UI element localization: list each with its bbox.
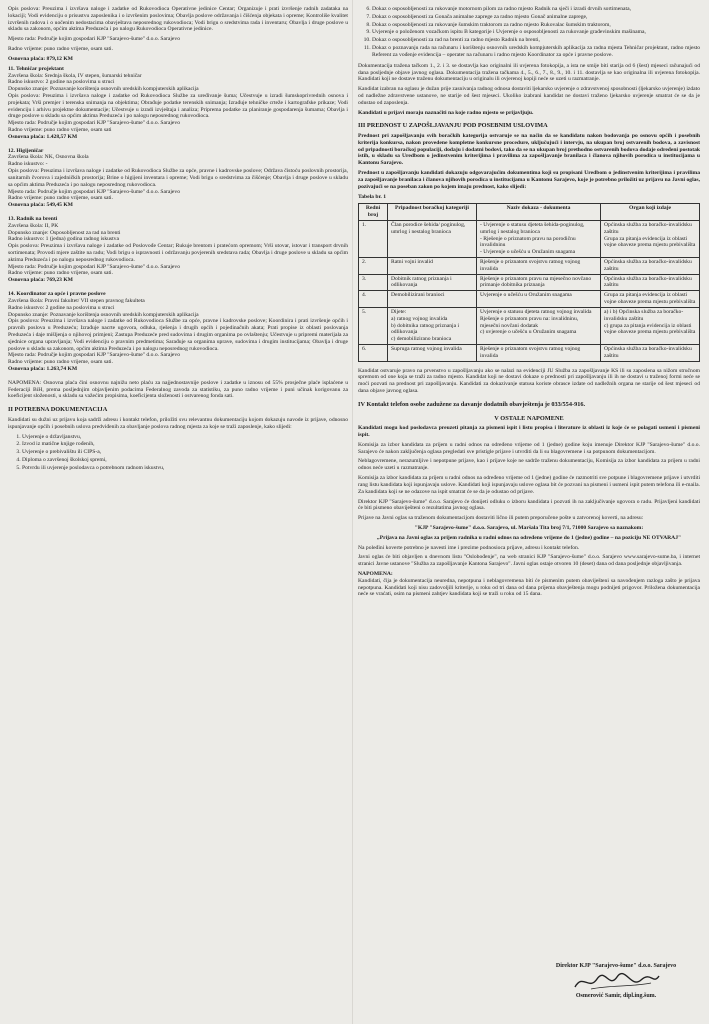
list-item: 11. Dokaz o poznavanju rada na računaru i korištenju osnovnih uredskih kompjuterskih aplikacija za radna mjesta Tehničar projektant, radno mjesto Referent za vođenje evidencija – operater na računaru i radno mjesto Koordinator za opće i pravne poslove. [372,45,700,59]
table-cell-doc: Rješenje o priznatom svojstvu ratnog vojnog invalida [477,344,601,361]
job-description: Opis poslova: Preuzima i izvršava naloge i zadatke od Rukovodioca Službe za uređivanje šuma; Učestvuje u izradi šumskoprivrednih osnova i projekata; Vrši premjer i terenska snimanja na objektima; Obrađuje podatke terenskih snimanja; Izrađuje tehničke crteže i kartografske prikaze; Vodi evidenciju i arhivu projektne dokumentacije; Učestvuje u izradi izvještaja i analiza; Priprema podatke za planiranje gospodarenja šumama; Obavlja i druge poslove u skladu sa općim aktima Preduzeća i po nalogu neposrednog rukovodioca. [8,92,348,120]
table-header-row [359,204,700,221]
section-4-title: IV Kontakt telefon osobe zadužene za davanje dodatnih obavještenja je 033/554-916. [358,400,586,408]
list-item: 1. Uvjerenje o državljanstvu, [22,434,348,441]
table-cell-org: Općinska služba za boračko-invalidsku zaštitu Grupa za pitanja evidencija iz oblasti vojne obaveze prema mjestu prebivališta [601,220,700,257]
job-experience: Radno iskustvo: - [8,161,48,168]
column-header: Naziv dokaza - dokumenta [477,204,601,221]
job-experience: Radno iskustvo: 2 godine na poslovima u struci [8,79,115,86]
napomena-title: NAPOMENA: [358,571,393,578]
table-row [359,307,700,344]
intro-salary: Osnovna plaća: 879,12 KM [8,55,73,62]
list-item: 6. Dokaz o osposobljenosti za rukovanje motornom pilom za radno mjesto Radnik na sječi i izradi drvnih sortimenata, [372,6,700,13]
list-item: 5. Potvrdu ili uvjerenje poslodavca o potrebnom radnom iskustvu, [22,465,348,472]
job-salary: Osnovna plaća: 549,45 KM [8,202,73,209]
job-school: Završena škola: NK, Osnovna škola [8,154,89,161]
list-item: 10. Dokaz o osposobljenosti za rad na brenti za radno mjesto Radnik na brenti, [372,37,700,44]
job-hours: Radno vrijeme: puno radno vrijeme, osam sati. [8,195,114,202]
table-cell-n: 5. [359,307,388,344]
left-column [8,6,348,1014]
job-description: Opis poslova: Preuzima i izvršava naloge i zadatke od Poslovođe Centar; Rukuje brentom i pratećom opremom; Vrši utovar, istovar i transport drvnih sortimenata; Provodi mjere zaštite na radu; Vodi brigu o ispravnosti i održavanju povjerenih sredstava rada; Obavlja i druge poslove u skladu sa općim aktima Preduzeća i po nalogu neposrednog rukovodioca. [8,243,348,263]
table-cell-cat: Ratni vojni invalid [388,258,477,275]
section-5-paragraph: Direktor KJP "Sarajevo-šume" d.o.o. Sarajevo će donijeti odluku o izboru kandidata i pozvati ih na zaključivanje ugovora o radu. Prijavljeni kandidati će biti pismeno obaviješteni o rezultatima javnog oglasa. [358,498,700,512]
column-divider [352,0,353,1024]
table-cell-cat: Demobilizirani branioci [388,291,477,308]
column-header: Redni broj [359,204,388,221]
job-item-12 [8,148,348,209]
job-item-11 [8,66,348,141]
table-caption: Tabela br. 1 [358,193,387,200]
section-5-paragraph: Komisija za izbor kandidata za prijem u radni odnos na određeno vrijeme od 1 (jedne) godine će razmotriti sve potpune i blagovremene prijave i utvrditi rang listu kandidata koji ispunjavaju uslove. Kandidati koji ispunjavaju uslove oglasa bit će pozvani na pismeni i usmeni ispit putem telefona ili e-maila. Za kandidata koji se ne odazove na ispit smatrat će se da je odustao od prijave. [358,475,700,495]
job-title: 13. Radnik na brenti [8,215,58,222]
table-cell-org: Općinska služba za boračko-invalidsku zaštitu [601,274,700,291]
table-row [359,274,700,291]
table-cell-doc: Uvjerenje o statusu djeteta ratnog vojnog invalida Rješenje o priznatom pravu na: invalidninu, mjesečni novčani dodatak c) uvjerenje o učešću u Oružanim snagama [477,307,601,344]
list-item: 9. Uvjerenje o položenom vozačkom ispitu B kategorije i Uvjerenje o osposobljenosti za rukovanje građevinskim mašinama, [372,29,700,36]
job-item-13 [8,216,348,284]
table-cell-org: Općinska služba za boračko-invalidsku zaštitu [601,258,700,275]
section-5-paragraph: Javni oglas će biti objavljen u dnevnom listu "Oslobođenje", na web stranici KJP "Sarajevo-šume" d.o.o. Sarajevo www.sarajevo-sume.ba, i internet stranici Javne ustanove "Služba za zapošljavanje Kantona Sarajevo". Javni oglas ostaje otvoren 10 (deset) dana od dana posljednje objavljivanja. [358,554,700,568]
table-cell-cat: Dijete: a) ratnog vojnog invalida b) dobitnika ratnog priznanja i odlikovanja c) demobilizirano branioca [388,307,477,344]
table-cell-org: Općinska služba za boračko-invalidsku zaštitu [601,344,700,361]
table-cell-org: Grupa za pitanja evidencija iz oblasti vojne obaveze prema mjestu prebivališta [601,291,700,308]
documents-note-2: Kandidat izabran na oglasu je dužan prije zasnivanja radnog odnosa dostaviti ljekarsko uvjerenje o zdravstvenoj sposobnosti (ljekarsko uvjerenje) izdato od nadležne zdravstvene ustanove, ne starije od šest mjeseci. Ukoliko izabrani kandidat ne dostavi traženo ljekarsko uvjerenje smatrat će se da je odustao od zaposlenja. [358,86,700,106]
job-place: Mjesto rada: Područje kojim gospodari KJP "Sarajevo-šume" d.o.o. Sarajevo [8,188,180,195]
job-school: Završena škola: Srednja škola, IV stepen, šumarski tehničar [8,72,142,79]
signature-name: Osmerović Samir, dipl.ing.šum. [575,992,657,999]
section-3-after: Kandidat ostvaruje pravo na prvenstvo u zapošljavanju ako se nalazi na evidenciji JU Služba za zapošljavanje KS ili su zaposlena sa nižom stručnom spremom od one koja se traži za radno mjesto. Kandidat koji ne dostavi dokaze o prednosti pri zapošljavanju ili ih ne dostavi u traženoj formi neće se moći pozvati na prednost pri zapošljavanju. Kandidati za dokazivanje statusa koriste obrasce izdate od nadležnih organa ne starije od šest mjeseci od dana objave javnog oglasa. [358,367,700,395]
section-5-title: V OSTALE NAPOMENE [494,414,564,422]
job-title: 14. Koordinator za opće i pravne poslove [8,291,106,298]
section-5-paragraph: Na poleđini koverte potrebno je navesti ime i prezime podnosioca prijave, adresu i kontakt telefon. [358,544,580,551]
job-school: Završena škola: Pravni fakultet/ VII stepen pravnog fakulteta [8,297,145,304]
job-hours: Radno vrijeme: puno radno vrijeme, osam sati. [8,359,114,366]
section-2-intro: Kandidati su dužni uz prijavu koja sadrži adresu i kontakt telefon, priložiti svu relevantnu dokumentaciju kojom dokazuju navode iz prijave, odnosno ispunjavanje općih i posebnih uslova predviđenih za obavljanje poslova radnog mjesta za koje se traži zaposlenje, kako slijedi: [8,416,348,430]
intro-description: Opis poslova: Preuzima i izvršava naloge i zadatke od Rukovodioca Operativne jedinice Centar; Organizuje i prati izvršenje radnih zadataka na lokaciji; Vodi evidenciju o prisustvu zaposlenika i o izvršenim poslovima; Obavlja poslove održavanja i čišćenja objekata i opreme; Kontroliše kvalitet izvršenih radova i o uočenim nedostacima obavještava neposrednog rukovodioca; Vodi brigu o sredstvima rada i inventaru; Obavlja i druge poslove u skladu sa zakonom, općim aktima Preduzeća i po nalogu Rukovodioca Operativne jedinice. [8,6,348,33]
list-item: 3. Uvjerenje o prebivalištu ili CIPS-a, [22,449,348,456]
table-cell-n: 2. [359,258,388,275]
signature-title: Direktor KJP "Sarajevo-šume" d.o.o. Sarajevo [555,963,677,970]
right-column [358,6,700,1014]
required-documents-list [8,434,348,472]
table-body [359,220,700,361]
required-documents-list-continued [358,6,700,59]
list-item: 7. Dokaz o osposobljenosti za Gonača animalne zaprege za radno mjesto Gonač animalne zaprege, [372,14,700,21]
table-cell-doc: - Uvjerenje o statusu djeteta šehida-poginulog, umrlog i nestalog branioca - Rješenje o priznatom pravu na porodičnu invalidninu - Uvjerenje o učešću u Oružanim snagama [477,220,601,257]
table-row [359,291,700,308]
job-place: Mjesto rada: Područje kojim gospodari KJP "Sarajevo-šume" d.o.o. Sarajevo [8,352,180,359]
list-item: 2. Izvod iz matične knjige rođenih, [22,441,348,448]
list-item: 4. Diploma o završenoj školskoj spremi, [22,457,348,464]
section-3-paragraph-1: Prednost pri zapošljavanju svih boračkih kategorija ostvaruje se na način da se kandidatu nakon bodovanja po osnovu općih i posebnih kriterija konkursa, nakon provedene kompletne konkursne procedure, uključujući i intervju, na ukupan broj ostvarenih bodova, a zavisnost od pripadnosti boračkoj populaciji, dodaju i dodatni bodovi, tako da se na ukupan broj prethodno ostvarenih bodova dodaje određeni postotak istih, u skladu sa Uredbom o jedinstvenim kriterijima i pravilima za zapošljavanje branilaca i članova njihovih porodica u institucijama u Kantonu Sarajevo. [358,133,700,167]
veterans-documents-table [358,203,700,361]
table-row [359,258,700,275]
table-cell-cat: Supruga ratnog vojnog invalida [388,344,477,361]
column-header: Pripadnost boračkoj kategoriji [388,204,477,221]
intro-place: Mjesto rada: Područje kojim gospodari KJP "Sarajevo-šume" d.o.o. Sarajevo [8,36,180,43]
table-row [359,344,700,361]
section-3-paragraph-2: Prednost u zapošljavanju kandidati dokazuju odgovarajućim dokumentima koji su propisani Uredbom o jedinstvenim kriterijima i pravilima za zapošljavanje branilaca i članova njihovih porodica u institucijama u Kantonu Sarajevo, koje je potrebno priložiti uz prijavu na Javni oglas, pozivajući se na poseban zakon po kojem imaju prednost, kako slijedi: [358,170,700,190]
job-salary: Osnovna plaća: 769,23 KM [8,277,73,284]
section-5-bold: Kandidati mogu kod poslodavca preuzeti pitanja za pismeni ispit i listu propisa i literature iz oblasti iz koje će se polagati usmeni i pismeni ispit. [358,425,700,439]
address-line-1: "KJP "Sarajevo-šume" d.o.o. Sarajevo, ul. Maršala Tita broj 7/1, 71000 Sarajevo sa naznakom: [414,524,644,531]
job-additional: Dopunsko znanje: Poznavanje korištenja osnovnih uredskih kompjuterskih aplikacija [8,311,199,318]
section-3-title: III PREDNOST U ZAPOŠLJAVANJU POD POSEBNIM USLOVIMA [358,122,548,130]
job-salary: Osnovna plaća: 1.428,57 KM [8,133,78,140]
address-line-2: „Prijava na Javni oglas za prijem radnika u radni odnos na određeno vrijeme do 1 (jedne) godine – na poziciju NE OTVARAJ" [376,534,682,541]
table-cell-n: 1. [359,220,388,257]
job-hours: Radno vrijeme: puno radno vrijeme, osam sati. [8,270,114,277]
job-hours: Radno vrijeme: puno radno vrijeme, osam sati [8,127,112,133]
table-row [359,220,700,257]
job-additional: Radno iskustvo: 1 (jedna) godina radnog iskustva [8,236,119,243]
job-title: 11. Tehničar projektant [8,65,64,72]
job-experience: Dopunsko znanje: Osposobljenost za rad na brenti [8,229,121,236]
job-description: Opis poslova: Preuzima i izvršava naloge i zadatke od Rukovodioca Službe za opće, pravne i kadrovske poslove; Održava čistoću poslovnih prostorija, sanitarnih čvorova i zajedničkih prostorija; Brine o higijeni inventara i opreme; Vodi brigu o sredstvima za čišćenje; Obavlja i druge poslove u skladu sa općim aktima Preduzeća i po nalogu neposrednog rukovodioca. [8,168,348,188]
table-cell-n: 6. [359,344,388,361]
salary-note: NAPOMENA: Osnovna plaća čini osnovnu najnižu neto plaću za najjednostavnije poslove i zadatke u iznosu od 55% prosječne plaće isplaćene u Federaciji BiH, prema posljednjim objavljenim podacima Federalnog zavoda za statistiku, za puno radno vrijeme i puni učinak korigovanu za koeficijent složenosti, u skladu sa važećim propisima, koeficijenta složenosti i ostvarenog fonda sati. [8,379,348,400]
job-description: Opis poslova: Preuzima i izvršava naloge i zadatke od Rukovodioca Službe za opće, pravne i kadrovske poslove; Koordinira i prati izvršenje općih i pravnih poslova u Preduzeću; Izrađuje nacrte ugovora, odluka, rješenja i drugih općih i pojedinačnih akata; Prati propise iz oblasti poslovanja Preduzeća i daje mišljenja o njihovoj primjeni; Zastupa Preduzeće pred sudovima i drugim organima po ovlaštenju; Učestvuje u pripremi materijala za sjednice organa upravljanja; Vodi evidenciju o pravnim predmetima; Sarađuje sa organima uprave, sudovima i drugim institucijama; Obavlja i druge poslove u skladu sa zakonom, općim aktima Preduzeća i po nalogu neposrednog rukovodioca. [8,318,348,352]
table-cell-doc: Uvjerenje o učešću u Oružanim snagama [477,291,601,308]
table-cell-org: a) i b) Općinska služba za boračko-invalidsku zaštitu c) grupa za pitanja evidencija iz oblasti vojne obaveze prema mjestu prebivališta [601,307,700,344]
table-cell-doc: Rješenje o priznatom pravu na mjesečno novčano primanje dobitnika priznanja [477,274,601,291]
job-salary: Osnovna plaća: 1.263,74 KM [8,366,78,372]
job-experience: Radno iskustvo: 2 godine na poslovima u struci [8,304,115,311]
list-item: 8. Dokaz o osposobljenosti za rukovanje šumskim traktorom za radno mjesto Rukovalac šumskim traktorom, [372,22,700,29]
signature-block [551,963,681,1000]
table-cell-cat: Dobitnik ratnog priznanja i odlikovanja [388,274,477,291]
job-item-14 [8,291,348,373]
job-place: Mjesto rada: Područje kojim gospodari KJP "Sarajevo-šume" d.o.o. Sarajevo [8,120,180,127]
table-cell-n: 3. [359,274,388,291]
column-header: Organ koji izdaje [601,204,700,221]
napomena-text: Kandidati, čija je dokumentacija neuredna, nepotpuna i neblagovremena biti će pismenim putem obaviješteni sa navođenjem razloga zašto je prijava nepotpuna. Kandidati koji nisu zadovoljili kriterije, u roku od tri dana od dana prijema obavještenja mogu podnijeti prigovor. Priložena dokumentacija neće se vraćati, osim na pismeni zahtjev kandidata koji se traži u roku od 15 dana. [358,577,700,598]
job-additional: Dopunsko znanje: Poznavanje korištenja osnovnih uredskih kompjuterskih aplikacija [8,86,199,93]
section-5-paragraph: Komisija za izbor kandidata za prijem u radni odnos na određeno vrijeme od 1 (jedne) godine koju imenuje Direktor KJP "Sarajevo-šume" d.o.o. Sarajevo će nakon zaključenja oglasa pregledati sve pristigle prijave i utvrditi da li su blagovremene i sa potpunom dokumentacijom. [358,441,700,455]
table-cell-cat: Član porodice šehida/ poginulog, umrlog i nestalog branioca [388,220,477,257]
section-5-paragraph: Prijave na Javni oglas sa traženom dokumentacijom dostaviti lično ili putem preporučene pošte u zatvorenoj koverti, na adresu: [358,515,644,522]
job-title: 12. Higijeničar [8,147,44,154]
table-cell-doc: Rješenje o priznatom svojstvu ratnog vojnog invalida [477,258,601,275]
documents-bold-note: Kandidati u prijavi moraju naznačiti na koje radno mjesto se prijavljuju. [358,109,534,116]
job-school: Završena škola: II, PK [8,222,59,229]
section-2-title: II POTREBNA DOKUMENTACIJA [8,406,108,414]
documents-note: Dokumentacija tražena tačkom 1., 2. i 3. se dostavlja kao originalni ili uvjerena fotokopija, a ista ne smije biti starija od 6 (šest) mjeseci računajući od dana posljednje objave javnog oglasa. Dokumentacija tražena tačkama 4., 5., 6., 7., 8., 9., 10. i 11. dostavlja se kao originalna ili uvjerena fotokopija. Kandidati koji ne dostave traženu dokumentaciju u originalu ili ovjerenoj kopiji neće se uzeti u razmatranje. [358,62,700,83]
section-5-paragraph: Neblagovremene, nerazumljive i nepotpune prijave, kao i prijave koje ne sadrže traženu dokumentaciju, Komisija za izbor kandidata za prijem u radni odnos neće uzeti u razmatranje. [358,458,700,472]
job-place: Mjesto rada: Područje kojim gospodari KJP "Sarajevo-šume" d.o.o. Sarajevo [8,263,180,270]
table-cell-n: 4. [359,291,388,308]
handwritten-signature-icon [571,971,661,993]
intro-hours: Radno vrijeme: puno radno vrijeme, osam sati. [8,46,114,53]
